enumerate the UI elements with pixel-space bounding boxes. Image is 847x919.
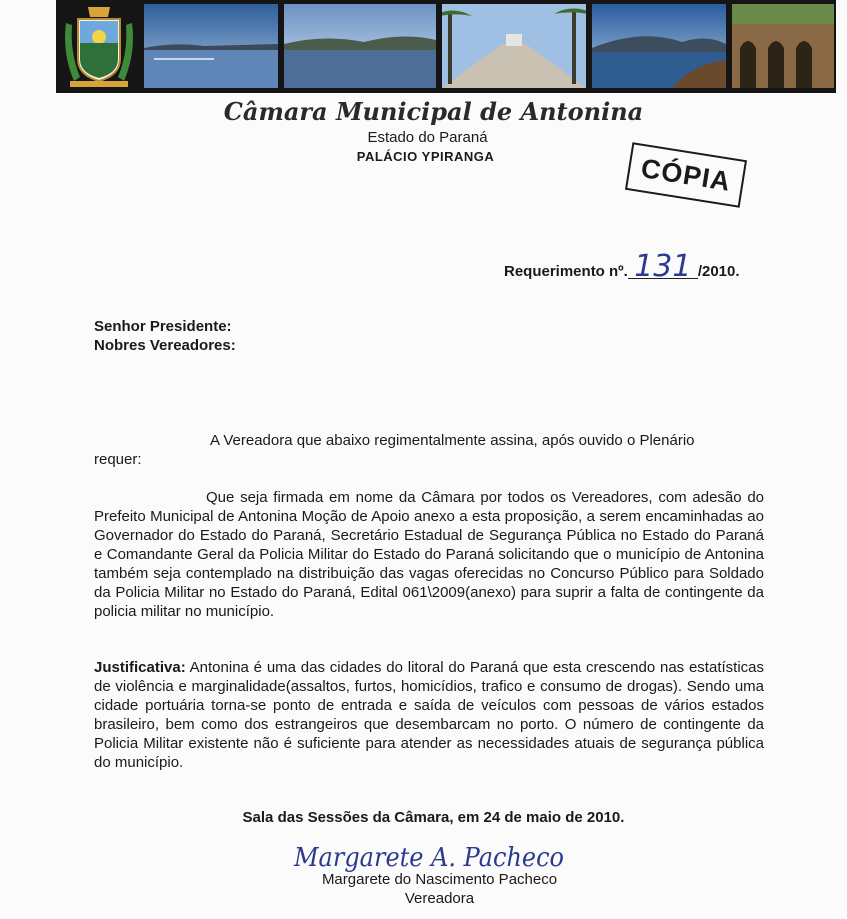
intro-paragraph bbox=[94, 431, 764, 469]
justification-label: Justificativa: bbox=[94, 659, 186, 676]
signer-role: Vereadora bbox=[404, 890, 475, 907]
palace-subtitle: PALÁCIO YPIRANGA bbox=[356, 149, 495, 164]
copy-stamp: CÓPIA bbox=[625, 142, 747, 208]
requerimento-line bbox=[504, 249, 740, 284]
photo-promenade bbox=[442, 4, 586, 88]
photo-mountains bbox=[592, 4, 726, 88]
place-date: Sala das Sessões da Câmara, em 24 de maio de 2010. bbox=[242, 809, 625, 826]
salutation-councillors: Nobres Vereadores: bbox=[94, 337, 236, 354]
municipal-crest bbox=[60, 3, 138, 89]
salutation-president: Senhor Presidente: bbox=[94, 318, 232, 335]
justification-paragraph bbox=[94, 658, 764, 772]
request-paragraph: Que seja firmada em nome da Câmara por todos os Vereadores, com adesão do Prefeito Municipal de Antonina Moção de Apoio anexo a esta proposição, a serem encaminhadas ao Governador do Estado do Paraná, Secretário Estadual de Segurança Pública no Estado do Paraná e Comandante Geral da Policia Militar do Estado do Paraná solicitando que o município de Antonina também seja contemplado na distribuição das vagas oferecidas no Concurso Público para Soldado da Policia Militar no Estado do Paraná, Edital 061\2009(anexo) para suprir a falta de contingente da policia militar no município. bbox=[94, 489, 764, 620]
intro-line-1: A Vereadora que abaixo regimentalmente assina, após ouvido o Plenário bbox=[210, 432, 695, 449]
justification-text: Antonina é uma das cidades do litoral do Paraná que esta crescendo nas estatísticas de violência e marginalidade(assaltos, furtos, homicídios, trafico e consumo de drogas). Sendo uma cidade portuária torna-se ponto de entrada e saída de veículos com pessoas de vários estados brasileiro, bem como dos estrangeiros que desembarcam no porto. O número de contingente da Policia Militar existente não é suficiente para atender as necessidades atuais de segurança pública do município. bbox=[94, 659, 764, 771]
signature-text: Margarete A. Pacheco bbox=[293, 843, 564, 873]
photo-bay-1 bbox=[144, 4, 278, 88]
requerimento-number: 131 bbox=[628, 256, 698, 279]
photo-bay-2 bbox=[284, 4, 436, 88]
state-subtitle: Estado do Paraná bbox=[367, 129, 488, 146]
intro-line-2: requer: bbox=[94, 451, 142, 468]
signer-name: Margarete do Nascimento Pacheco bbox=[321, 871, 558, 888]
chamber-title: Câmara Municipal de Antonina bbox=[223, 97, 644, 126]
requerimento-year: /2010. bbox=[697, 263, 740, 280]
requerimento-label: Requerimento nº. bbox=[504, 263, 628, 280]
photo-ruins bbox=[732, 4, 834, 88]
handwritten-signature bbox=[284, 836, 584, 876]
